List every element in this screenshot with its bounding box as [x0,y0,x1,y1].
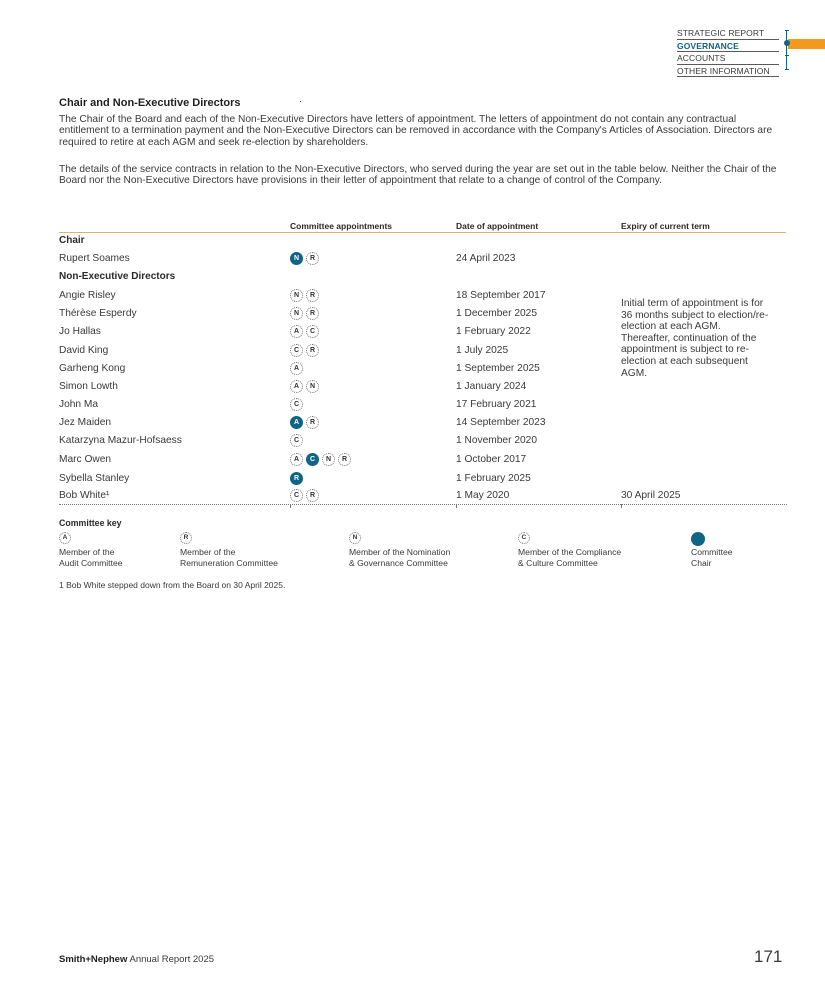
committee-badges [290,289,319,302]
director-name: Katarzyna Mazur-Hofsaess [59,435,182,446]
key-nomination [349,532,450,568]
key-label-line2: Audit Committee [59,557,123,568]
page-number: 171 [754,947,783,966]
decorative-dot [300,101,301,102]
committee-badges [290,344,319,357]
nav-strategic-report[interactable]: STRATEGIC REPORT [677,27,779,40]
committee-badge-icon: R [306,344,319,357]
key-label-line1: Member of the Compliance [518,547,622,557]
committee-badges [290,416,319,429]
committee-badge-icon: R [306,289,319,302]
key-label-line2: Remuneration Committee [180,557,278,568]
appointment-date: 1 November 2020 [456,435,537,446]
committee-badge-icon: A [290,362,303,375]
nav-active-dot [784,40,790,46]
committee-badge-icon: N [290,289,303,302]
appointment-date: 18 September 2017 [456,290,546,301]
director-name: John Ma [59,399,99,410]
committee-badges [290,398,303,411]
committee-badges [290,453,351,466]
nav-tick [785,30,789,31]
committee-badge-icon: A [290,453,303,466]
committee-badge-icon: C [306,325,319,338]
remuneration-badge-icon: R [180,532,192,544]
nav-tick [785,69,789,70]
nav-accounts[interactable]: ACCOUNTS [677,52,779,65]
section-nav [677,27,779,77]
committee-badge-icon: N [290,252,303,265]
footnote: 1 Bob White stepped down from the Board on 30 April 2025. [59,580,286,590]
appointment-date: 14 September 2023 [456,417,546,428]
committee-badge-icon: C [290,489,303,502]
intro-paragraph: The Chair of the Board and each of the Non-Executive Directors have letters of appointment. The letters of appointment do not contain any contractual entitlement to a termination payment and the Non-Executive Directors can be removed in accordance with the Company's Articles of Association. Directors are required to retire at each AGM and seek re-election by shareholders. [59,114,773,148]
details-paragraph: The details of the service contracts in relation to the Non-Executive Directors, who served during the year are set out in the table below. Neither the Chair of the Board nor the Non-Executive Directors have provisions in their letter of appointment that relate to a change of control of the Company. [59,164,777,187]
key-label-line1: Member of the [59,547,115,557]
nav-tick [785,55,789,56]
appointment-date: 1 February 2022 [456,326,531,337]
key-compliance [518,532,621,568]
expiry-note: Initial term of appointment is for 36 months subject to election/re-election at each AGM. Thereafter, continuation of the appointment is subject to re-election at each subsequent AGM. [621,298,769,379]
key-audit [59,532,123,568]
committee-badge-icon: C [290,398,303,411]
appointment-date: 1 September 2025 [456,363,540,374]
committee-badge-icon: R [306,416,319,429]
key-label-line1: Member of the Nomination [349,547,451,557]
committee-badges [290,489,319,502]
director-name: Sybella Stanley [59,473,130,484]
director-name: Bob White¹ [59,490,110,501]
appointment-date: 1 May 2020 [456,490,510,501]
committee-badges [290,307,319,320]
audit-badge-icon: A [59,532,71,544]
appointment-date: 1 February 2025 [456,473,531,484]
appointment-date: 1 January 2024 [456,381,527,392]
committee-badges [290,380,319,393]
committee-badge-icon: R [306,307,319,320]
committee-badge-icon: N [306,380,319,393]
appointment-date: 17 February 2021 [456,399,537,410]
key-label-line2: Chair [691,557,712,568]
nav-rail [786,30,787,70]
header-expiry: Expiry of current term [621,221,710,231]
nav-active-indicator [788,39,825,49]
section-title: Chair and Non-Executive Directors [59,97,241,109]
committee-badge-icon: R [306,489,319,502]
column-tick [290,504,291,508]
appointment-date: 1 July 2025 [456,345,509,356]
committee-badge-icon: A [290,380,303,393]
key-label-line1: Member of the [180,547,236,557]
committee-badge-icon: R [290,472,303,485]
appointment-date: 24 April 2023 [456,253,516,264]
committee-badge-icon: R [306,252,319,265]
footer-brand: Smith+Nephew [59,954,128,965]
director-name: Marc Owen [59,454,112,465]
nav-other-information[interactable]: OTHER INFORMATION [677,65,779,78]
key-remuneration [180,532,278,568]
director-name: Jo Hallas [59,326,101,337]
column-tick [456,504,457,508]
committee-badge-icon: A [290,325,303,338]
director-name: Garheng Kong [59,363,126,374]
header-committee-appointments: Committee appointments [290,221,393,231]
footer-report: Annual Report 2025 [129,954,215,965]
group-chair: Chair [59,235,85,246]
director-name: Jez Maiden [59,417,112,428]
committee-badge-icon: C [290,434,303,447]
appointment-date: 1 December 2025 [456,308,537,319]
header-divider [59,232,786,233]
compliance-badge-icon: C [518,532,530,544]
committee-badges [290,325,319,338]
group-non-executive: Non-Executive Directors [59,271,176,282]
committee-badge-icon: R [338,453,351,466]
director-name: Rupert Soames [59,253,130,264]
committee-badge-icon: N [322,453,335,466]
nomination-badge-icon: N [349,532,361,544]
committee-badges [290,252,319,265]
nav-governance[interactable]: GOVERNANCE [677,40,779,53]
committee-badge-icon: C [306,453,319,466]
committee-badge-icon: A [290,416,303,429]
director-name: Simon Lowth [59,381,118,392]
committee-badge-icon: C [290,344,303,357]
header-date-of-appointment: Date of appointment [456,221,539,231]
key-committee-chair [691,532,733,568]
bob-white-expiry: 30 April 2025 [621,490,681,501]
key-label-line2: & Culture Committee [518,557,598,568]
committee-badges [290,472,303,485]
column-tick [621,504,622,508]
director-name: Angie Risley [59,290,116,301]
committee-badges [290,362,303,375]
director-name: David King [59,345,109,356]
table-bottom-divider [59,504,787,505]
committee-badges [290,434,303,447]
key-label-line1: Committee [691,547,733,557]
footer [59,954,214,965]
committee-badge-icon: N [290,307,303,320]
committee-key-title: Committee key [59,518,122,528]
key-label-line2: & Governance Committee [349,557,448,568]
appointment-date: 1 October 2017 [456,454,527,465]
director-name: Thérèse Esperdy [59,308,137,319]
committee-chair-dot-icon [691,532,705,546]
